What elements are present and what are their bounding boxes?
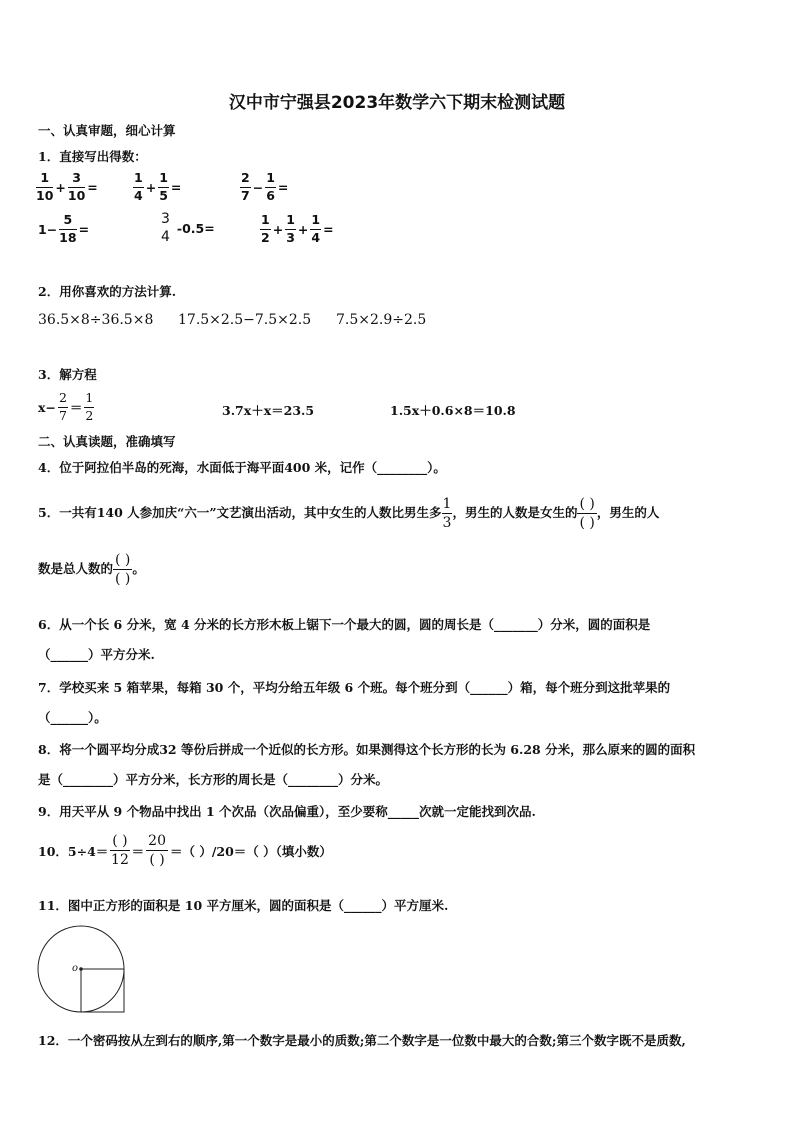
- denominator: 6: [266, 187, 275, 203]
- numerator: 1: [310, 214, 321, 230]
- question-9: 9．用天平从 9 个物品中找出 1 个次品（次品偏重），至少要称_____次就一定能找到次品.: [38, 804, 536, 819]
- q10-prefix: 10．5÷4＝: [38, 843, 109, 859]
- q5-text-a: 5．一共有140 人参加庆“六一”文艺演出活动，其中女生的人数比男生多: [38, 505, 442, 520]
- operator: −: [252, 179, 264, 195]
- equals-sign: =: [87, 179, 98, 195]
- equals-sign: =: [323, 221, 334, 237]
- denominator: 5: [159, 187, 168, 203]
- q1-expression-3: [240, 172, 290, 202]
- numerator: 1: [442, 496, 452, 512]
- denominator: 7: [241, 187, 250, 203]
- answer-blank-numerator[interactable]: ( ): [112, 833, 128, 849]
- question-1-label: 1．直接写出得数：: [38, 149, 147, 164]
- numerator: 2: [58, 392, 68, 408]
- q2-item-3: 7.5×2.9÷2.5: [336, 312, 427, 328]
- denominator: 18: [59, 229, 77, 245]
- question-5-line-1: [38, 496, 659, 530]
- denominator: 2: [261, 229, 270, 245]
- denominator: 4: [311, 229, 321, 245]
- question-6-line-1: 6．从一个长 6 分米，宽 4 分米的长方形木板上锯下一个最大的圆，圆的周长是（_______）分米，圆的面积是: [38, 617, 651, 632]
- q1-expression-6: [260, 214, 336, 244]
- answer-blank-numerator[interactable]: ( ): [579, 496, 595, 512]
- section-heading-2: 二、认真读题，准确填写: [38, 434, 176, 449]
- equals-sign: =: [170, 179, 182, 195]
- q2-item-2: 17.5×2.5−7.5×2.5: [178, 312, 312, 328]
- numerator: 1: [260, 214, 271, 230]
- question-8-line-1: 8．将一个圆平均分成32 等份后拼成一个近似的长方形。如果测得这个长方形的长为 6.28 分米，那么原来的圆的面积: [38, 742, 696, 757]
- q5-text-c: ，男生的人: [596, 505, 660, 520]
- q1-expression-2: [133, 172, 183, 202]
- question-6-line-2: （______）平方分米.: [38, 647, 155, 662]
- q3-equation-1: [36, 392, 94, 422]
- equals-sign: =: [78, 221, 90, 237]
- operator: +: [272, 221, 284, 237]
- equals-sign: ＝: [131, 843, 145, 859]
- answer-blank-denominator[interactable]: ( ): [149, 852, 165, 868]
- answer-blank-numerator[interactable]: ( ): [115, 552, 131, 568]
- numerator: 3: [161, 211, 170, 227]
- question-5-line-2: [38, 552, 145, 586]
- square: [81, 969, 124, 1012]
- question-12: 12．一个密码按从左到右的顺序,第一个数字是最小的质数;第二个数字是一位数中最大的合数;第三个数字既不是质数,: [38, 1033, 686, 1048]
- question-11: 11．图中正方形的面积是 10 平方厘米，圆的面积是（______）平方厘米.: [38, 898, 449, 913]
- denominator: 12: [111, 852, 129, 868]
- q2-item-1: 36.5×8÷36.5×8: [38, 312, 154, 328]
- question-3-label: 3．解方程: [38, 367, 97, 382]
- q5-text-d: 数是总人数的: [38, 561, 114, 576]
- numerator: 3: [68, 172, 85, 188]
- denominator: 7: [58, 407, 67, 423]
- equals-sign: =: [277, 179, 289, 195]
- numerator: 1: [265, 172, 276, 188]
- operator: +: [297, 221, 309, 237]
- question-2-label: 2．用你喜欢的方法计算.: [38, 284, 177, 299]
- denominator: 3: [286, 229, 295, 245]
- numerator: 2: [240, 172, 251, 188]
- question-7-line-1: 7．学校买来 5 箱苹果，每箱 30 个，平均分给五年级 6 个班。每个班分到（______）箱，每个班分到这批苹果的: [38, 680, 671, 695]
- equation-prefix: x−: [38, 399, 56, 415]
- q5-text-b: ，男生的人数是女生的: [452, 505, 578, 520]
- denominator: 4: [134, 187, 143, 203]
- question-8-line-2: 是（________）平方分米，长方形的周长是（________）分米。: [38, 772, 389, 787]
- question-4: 4．位于阿拉伯半岛的死海，水面低于海平面400 米，记作（________）。: [38, 460, 446, 475]
- q5-text-e: 。: [132, 561, 145, 576]
- page-title: 汉中市宁强县2023年数学六下期末检测试题: [228, 93, 566, 113]
- circle-square-figure: [36, 924, 128, 1016]
- q3-equation-2: 3.7x＋x＝23.5: [222, 403, 315, 418]
- q10-rest: ＝（ ）/20＝（ ）（填小数）: [169, 843, 332, 859]
- question-7-line-2: （______）。: [38, 710, 107, 725]
- denominator: 10: [67, 187, 86, 203]
- section-heading-1: 一、认真审题，细心计算: [38, 123, 176, 138]
- denominator: 2: [85, 407, 94, 423]
- question-10: [38, 834, 334, 867]
- numerator: 1: [36, 172, 53, 188]
- equals-sign: ＝: [69, 400, 83, 415]
- numerator: 1: [285, 214, 296, 230]
- answer-blank-denominator[interactable]: ( ): [115, 571, 131, 587]
- numerator: 1: [133, 172, 144, 188]
- operator: +: [55, 179, 66, 195]
- expression-prefix: 1−: [38, 221, 58, 237]
- denominator: 3: [442, 515, 452, 531]
- center-label: o: [72, 963, 79, 974]
- denominator: 4: [161, 229, 170, 245]
- numerator: 1: [158, 172, 169, 188]
- q1-expression-5: [160, 212, 217, 244]
- q1-expression-4: [36, 214, 91, 244]
- expression-rest: -0.5=: [176, 220, 215, 236]
- q1-expression-1: [36, 172, 100, 202]
- denominator: 10: [36, 187, 54, 203]
- q3-equation-3: 1.5x＋0.6×8＝10.8: [390, 403, 516, 418]
- numerator: 20: [148, 833, 166, 849]
- numerator: 1: [84, 392, 94, 408]
- answer-blank-denominator[interactable]: ( ): [579, 515, 595, 531]
- center-point: [79, 967, 83, 971]
- numerator: 5: [59, 214, 76, 230]
- operator: +: [145, 179, 157, 195]
